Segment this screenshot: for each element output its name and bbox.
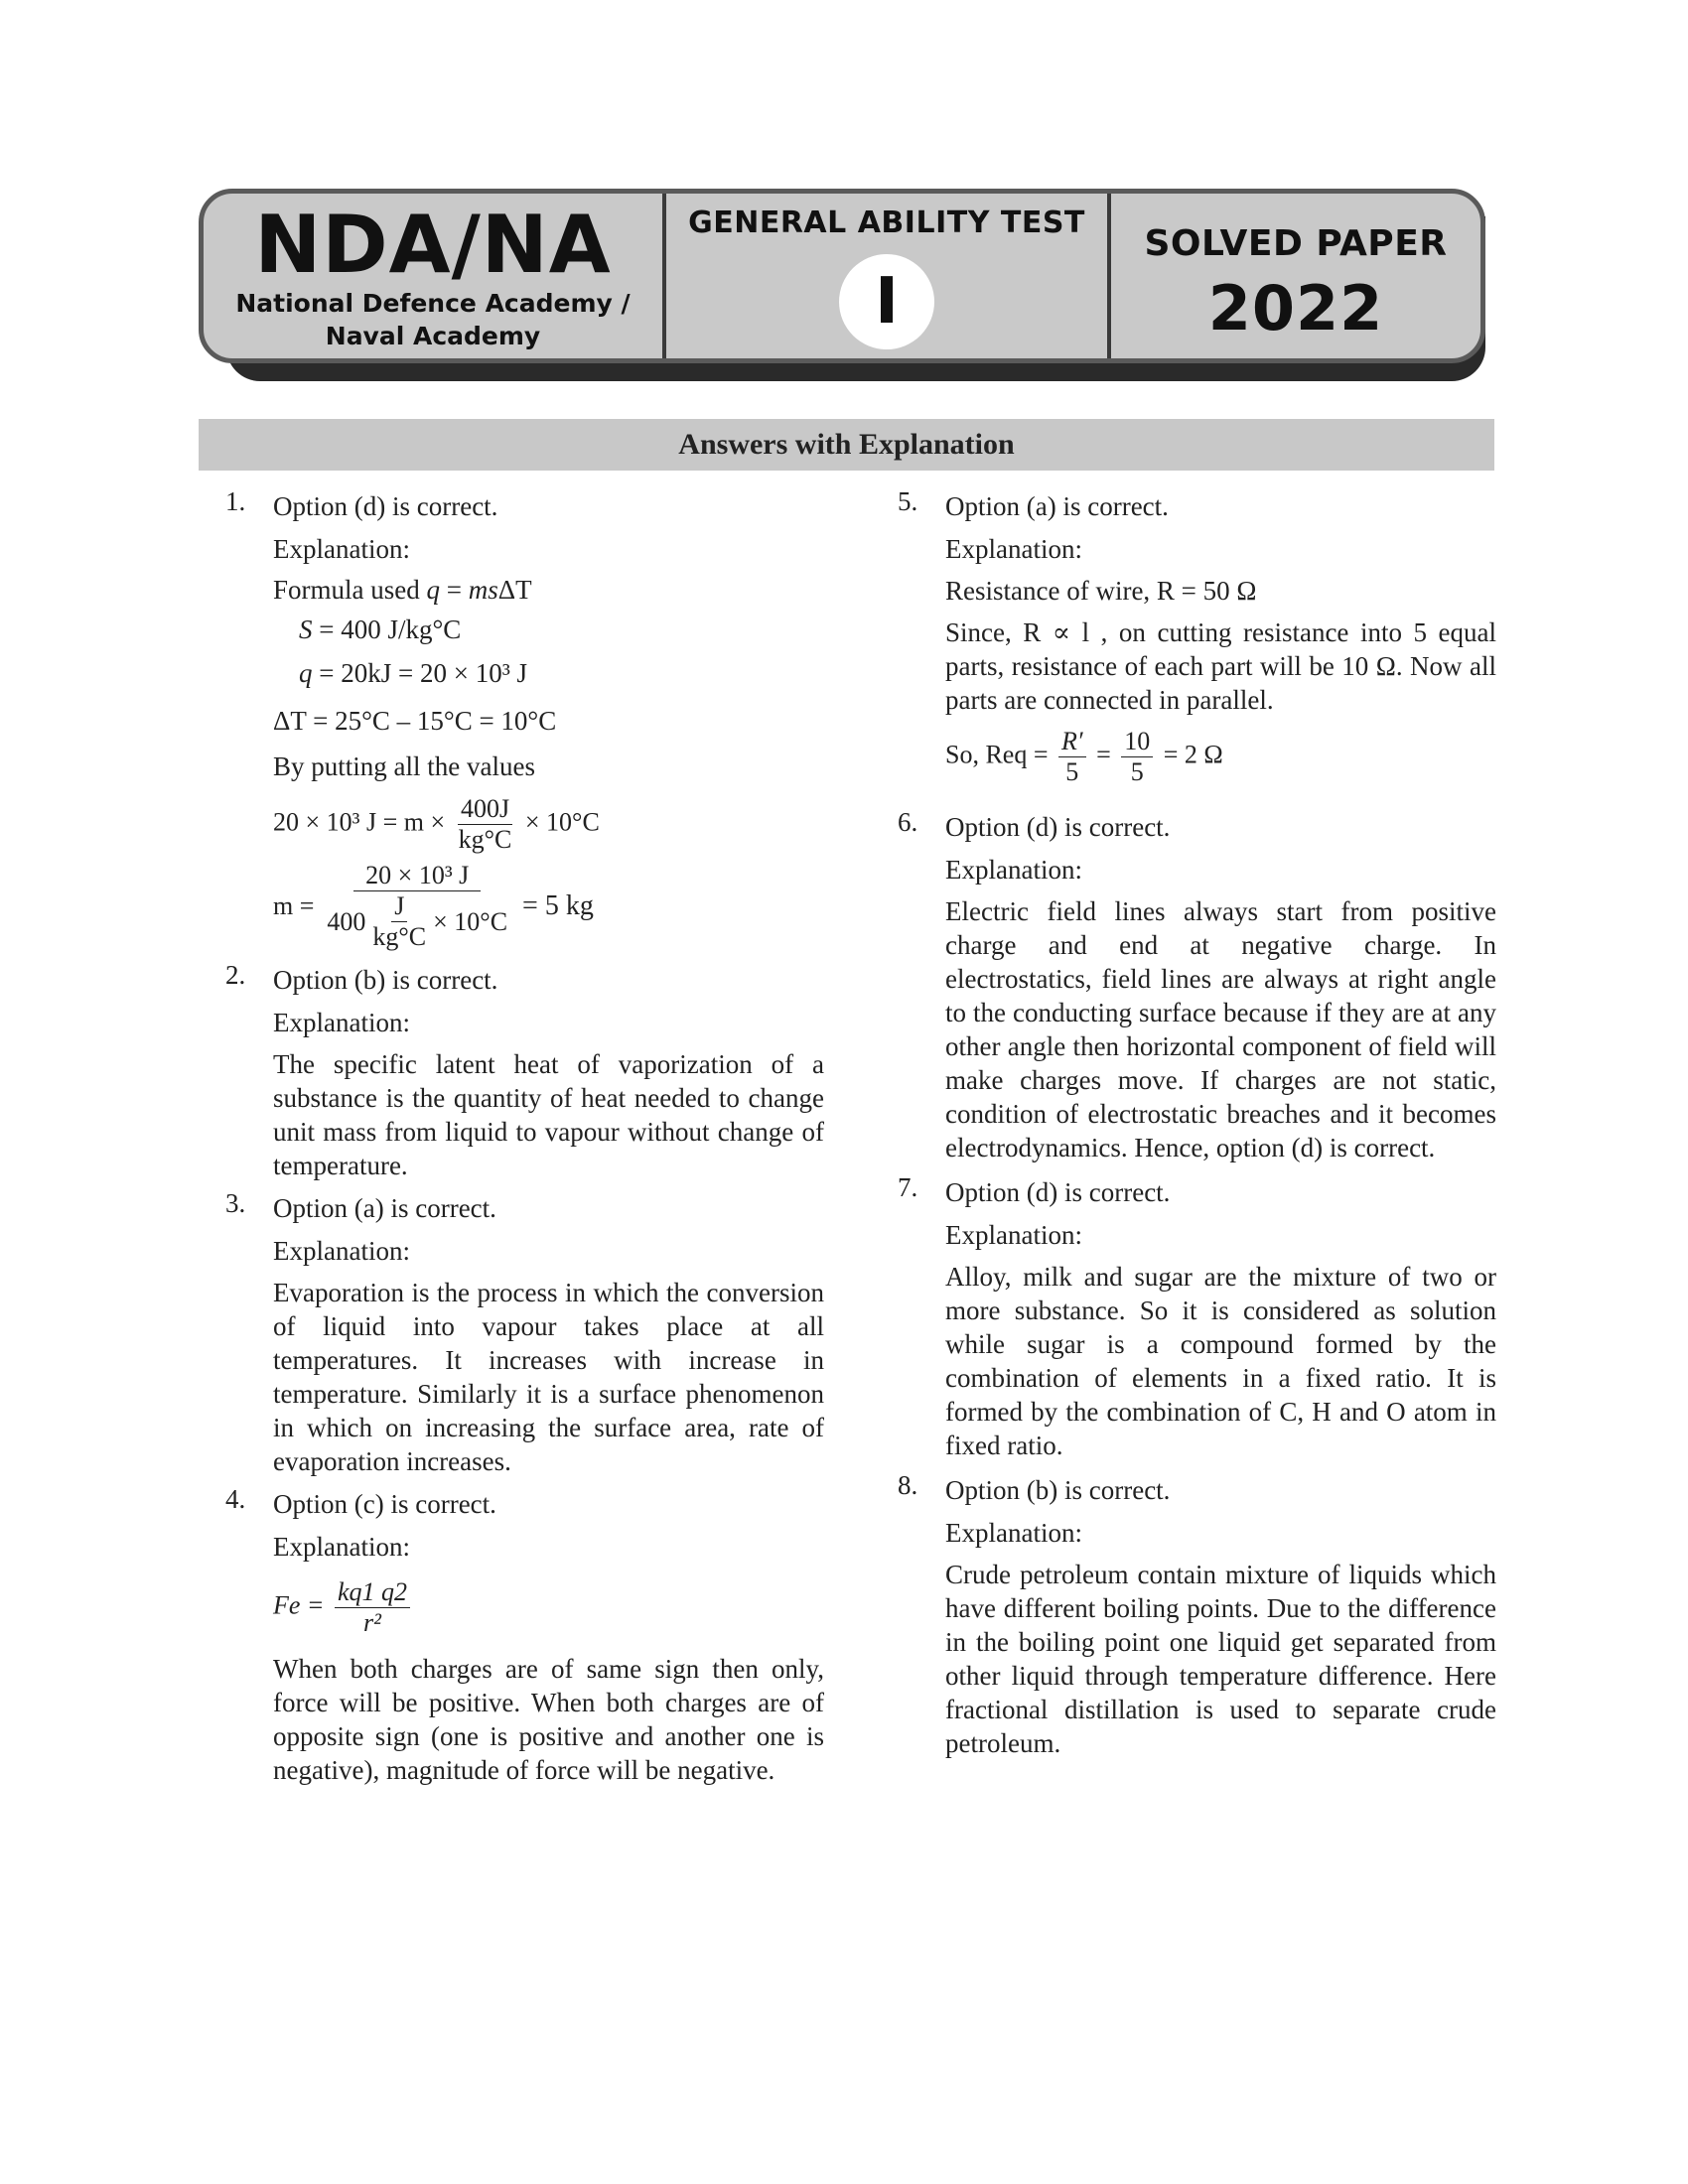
resistance-equation bbox=[945, 727, 1496, 787]
paper-block bbox=[1111, 194, 1480, 358]
right-column bbox=[896, 484, 1496, 1760]
answer-number: 4. bbox=[225, 1484, 246, 1514]
section-title: Answers with Explanation bbox=[199, 419, 1494, 471]
brand-block bbox=[204, 194, 662, 358]
explanation-label: Explanation: bbox=[945, 1518, 1082, 1548]
left-column bbox=[223, 484, 824, 1787]
eq1-fraction bbox=[456, 794, 515, 855]
answer-6 bbox=[896, 805, 1496, 1164]
answer-heading: Option (d) is correct. bbox=[273, 491, 498, 521]
eq2-lhs: m = bbox=[273, 891, 315, 920]
answer-heading: Option (d) is correct. bbox=[945, 812, 1171, 842]
force-fraction bbox=[335, 1577, 410, 1638]
q-rhs: = 20kJ = 20 × 10³ J bbox=[312, 658, 528, 688]
answer-heading: Option (b) is correct. bbox=[273, 965, 498, 995]
answer-heading: Option (d) is correct. bbox=[945, 1177, 1171, 1207]
eq1-denominator: kg°C bbox=[458, 825, 512, 854]
eq2-denominator bbox=[324, 891, 510, 952]
eq1-lhs: 20 × 10³ J = m × bbox=[273, 807, 446, 837]
answer-text: Evaporation is the process in which the conversion of liquid into vapour takes place at all temperatures. It increases with increase in temperature. Similarly it is a surface phenomenon in which on increasing the surface area, rate of evaporation increases. bbox=[273, 1278, 824, 1476]
answer-heading: Option (a) is correct. bbox=[273, 1193, 496, 1223]
eq2-inner-denominator: kg°C bbox=[372, 922, 427, 951]
req-result: = 2 Ω bbox=[1163, 740, 1223, 769]
paper-number: I bbox=[875, 265, 899, 339]
explanation-label: Explanation: bbox=[273, 1236, 410, 1266]
req-equals: = bbox=[1096, 740, 1111, 769]
answer-number: 8. bbox=[898, 1470, 918, 1500]
force-formula bbox=[273, 1577, 824, 1638]
paper-number-badge bbox=[839, 254, 934, 349]
q-lhs: q bbox=[299, 658, 313, 688]
answer-number: 7. bbox=[898, 1172, 918, 1202]
answer-text: When both charges are of same sign then only, force will be positive. When both charges are of opposite sign (one is positive and another one is negative), magnitude of force will be negative. bbox=[273, 1654, 824, 1785]
delta-t-line: ΔT = 25°C – 15°C = 10°C bbox=[273, 706, 557, 736]
eq2-inner-numerator: J bbox=[391, 891, 407, 922]
eq1-tail: × 10°C bbox=[524, 807, 600, 837]
answer-text: Electric field lines always start from positive charge and end at negative charge. In electrostatics, field lines are always at right angle to the conducting surface because if they are at any other angle then horizontal component of field will make charges move. If charges are not static, condition of electrostatic breaches and it becomes electrodynamics. Hence, option (d) is correct. bbox=[945, 896, 1496, 1162]
formula-delta: ΔT bbox=[497, 575, 532, 605]
answer-number: 3. bbox=[225, 1188, 246, 1218]
eq1-numerator: 400J bbox=[458, 794, 512, 825]
req-frac1-denominator: 5 bbox=[1065, 757, 1079, 786]
eq2-fraction bbox=[324, 861, 510, 952]
eq2-result: = 5 kg bbox=[522, 890, 594, 921]
formula-q: q bbox=[426, 575, 440, 605]
paper-label: SOLVED PAPER bbox=[1144, 223, 1448, 264]
formula-eq: = bbox=[440, 575, 469, 605]
s-line bbox=[273, 610, 824, 649]
explanation-label: Explanation: bbox=[273, 1008, 410, 1037]
force-numerator: kq1 q2 bbox=[335, 1577, 410, 1608]
answer-3 bbox=[223, 1186, 824, 1478]
force-denominator: r² bbox=[363, 1608, 381, 1637]
paper-year: 2022 bbox=[1207, 272, 1384, 344]
answer-heading: Option (b) is correct. bbox=[945, 1475, 1171, 1505]
explanation-label: Explanation: bbox=[945, 1220, 1082, 1250]
req-frac2-denominator: 5 bbox=[1130, 757, 1144, 786]
answer-number: 2. bbox=[225, 960, 246, 990]
explanation-label: Explanation: bbox=[945, 855, 1082, 885]
eq2-den-coef: 400 bbox=[327, 906, 366, 936]
answer-text: Alloy, milk and sugar are the mixture of two or more substance. So it is considered as solution while sugar is a compound formed by the combination of elements in a fixed ratio. It is formed by the combination of C, H and O atom in fixed ratio. bbox=[945, 1262, 1496, 1460]
answer-number: 1. bbox=[225, 486, 246, 516]
answer-4 bbox=[223, 1482, 824, 1787]
eq2-den-tail: × 10°C bbox=[433, 906, 508, 936]
answer-heading: Option (c) is correct. bbox=[273, 1489, 496, 1519]
brand-title: NDA/NA bbox=[254, 199, 612, 291]
explanation-label: Explanation: bbox=[273, 1532, 410, 1562]
brand-subtitle-1: National Defence Academy / bbox=[235, 289, 631, 318]
req-frac1-numerator: R′ bbox=[1058, 727, 1086, 757]
brand-subtitle-2: Naval Academy bbox=[325, 322, 541, 350]
force-lhs: Fe = bbox=[273, 1590, 325, 1620]
answer-text: Crude petroleum contain mixture of liquids which have different boiling points. Due to the difference in the boiling point one liquid get separated from other liquid through temperature difference. Here fractional distillation is used to separate crude petroleum. bbox=[945, 1560, 1496, 1758]
s-rhs: = 400 J/kg°C bbox=[312, 614, 462, 644]
answer-text: Since, R ∝ l , on cutting resistance into 5 equal parts, resistance of each part will be 10 Ω. Now all parts are connected in parallel. bbox=[945, 617, 1496, 715]
equation-2 bbox=[273, 861, 824, 952]
answer-text: The specific latent heat of vaporization of a substance is the quantity of heat needed to change unit mass from liquid to vapour without change of temperature. bbox=[273, 1049, 824, 1180]
test-block bbox=[662, 194, 1111, 358]
formula-intro: Formula used bbox=[273, 575, 427, 605]
putting-values-text: By putting all the values bbox=[273, 751, 535, 781]
answer-1 bbox=[223, 484, 824, 952]
answer-2 bbox=[223, 958, 824, 1182]
formula-line bbox=[273, 570, 824, 610]
explanation-label: Explanation: bbox=[945, 534, 1082, 564]
eq2-numerator: 20 × 10³ J bbox=[353, 861, 481, 891]
answer-7 bbox=[896, 1170, 1496, 1462]
explanation-label: Explanation: bbox=[273, 534, 410, 564]
eq2-inner-fraction bbox=[369, 891, 429, 952]
resistance-line: Resistance of wire, R = 50 Ω bbox=[945, 576, 1257, 606]
req-lhs: So, Req = bbox=[945, 740, 1049, 769]
s-lhs: S bbox=[299, 614, 313, 644]
answer-heading: Option (a) is correct. bbox=[945, 491, 1169, 521]
header-banner bbox=[199, 189, 1485, 363]
answer-number: 5. bbox=[898, 486, 918, 516]
answer-8 bbox=[896, 1468, 1496, 1760]
answer-number: 6. bbox=[898, 807, 918, 837]
req-fraction-2 bbox=[1121, 727, 1153, 787]
q-line bbox=[273, 649, 824, 697]
equation-1 bbox=[273, 794, 824, 855]
answer-5 bbox=[896, 484, 1496, 787]
formula-rhs: ms bbox=[468, 575, 498, 605]
test-title: GENERAL ABILITY TEST bbox=[688, 205, 1085, 240]
req-frac2-numerator: 10 bbox=[1121, 727, 1153, 757]
req-fraction-1 bbox=[1058, 727, 1086, 787]
